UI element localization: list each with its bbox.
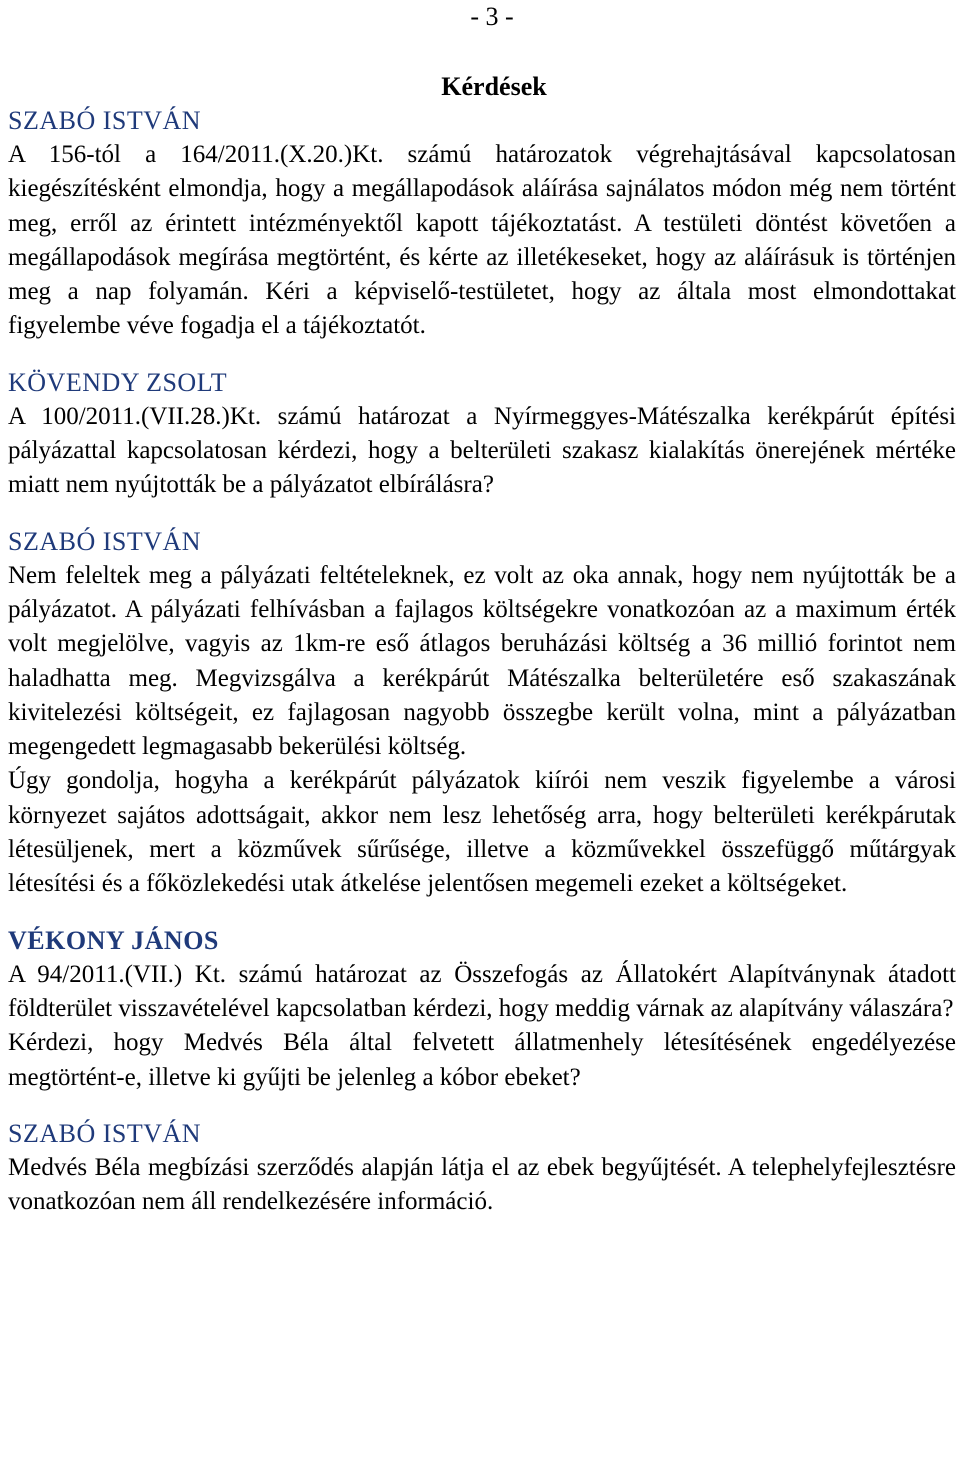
block-szabo-3 <box>8 1117 956 1220</box>
section-title: Kérdések <box>441 72 547 101</box>
speaker-name: SZABÓ ISTVÁN <box>8 1118 202 1148</box>
speaker-name: SZABÓ ISTVÁN <box>8 526 202 556</box>
block-vekony <box>8 924 956 1095</box>
speaker-name: SZABÓ ISTVÁN <box>8 106 202 135</box>
document-page <box>8 0 956 1219</box>
paragraph: Nem feleltek meg a pályázati feltételeknek, ez volt az oka annak, hogy nem nyújtották be a pályázatot. A pályázati felhívásban a fajlagos költségekre vonatkozóan az a maximum érték volt megjelölve, vagyis az 1km-re eső átlagos beruházási költség a 36 millió forintot nem haladhatta meg. Megvizsgálva a kerékpárút Mátészalka belterületére eső szakaszának kivitelezési költségeit, ez fajlagosan nagyobb összegbe került volna, mint a pályázatban megengedett legmagasabb bekerülési költség. <box>8 561 956 761</box>
block-szabo-1 <box>8 104 956 344</box>
paragraph: Úgy gondolja, hogyha a kerékpárút pályázatok kiírói nem veszik figyelembe a városi környezet sajátos adottságait, akkor nem lesz lehetőség arra, hogy belterületi kerékpárutak létesüljenek, mert a közművek sűrűsége, illetve a közművekkel összefüggő műtárgyak létesítési és a főközlekedési utak átkelése jelentősen megemeli ezeket a költségeket. <box>8 767 956 898</box>
paragraph: A 94/2011.(VII.) Kt. számú határozat az Összefogás az Állatokért Alapítványnak átadott földterület visszavételével kapcsolatban kérdezi, hogy meddig várnak az alapítvány válaszára? <box>8 960 956 1022</box>
speaker-name: VÉKONY JÁNOS <box>8 925 219 955</box>
paragraph: Kérdezi, hogy Medvés Béla által felvetett állatmenhely létesítésének engedélyezése megtörtént-e, illetve ki gyűjti be jelenleg a kóbor ebeket? <box>8 1029 956 1091</box>
page-number: - 3 - <box>470 2 514 31</box>
speaker-name: KÖVENDY ZSOLT <box>8 367 228 397</box>
block-kovendy <box>8 366 956 503</box>
paragraph: Medvés Béla megbízási szerződés alapján látja el az ebek begyűjtését. A telephelyfejlesztésre vonatkozóan nem áll rendelkezésére információ. <box>8 1153 956 1216</box>
paragraph: A 100/2011.(VII.28.)Kt. számú határozat a Nyírmeggyes-Mátészalka kerékpárút építési pályázattal kapcsolatosan kérdezi, hogy a belterületi szakasz kialakítás önerejének mértéke miatt nem nyújtották be a pályázatot elbírálásra? <box>8 402 956 499</box>
paragraph: A 156-tól a 164/2011.(X.20.)Kt. számú határozatok végrehajtásával kapcsolatosan kiegészítésként elmondja, hogy a megállapodások aláírása sajnálatos módon még nem történt meg, erről az érintett intézményektől kapott tájékoztatást. A testületi döntést követően a megállapodások megírása megtörtént, és kérte az illetékeseket, hogy az aláírásuk is történjen meg a nap folyamán. Kéri a képviselő-testületet, hogy az általa most elmondottakat figyelembe véve fogadja el a tájékoztatót. <box>8 141 956 340</box>
block-szabo-2 <box>8 525 956 902</box>
